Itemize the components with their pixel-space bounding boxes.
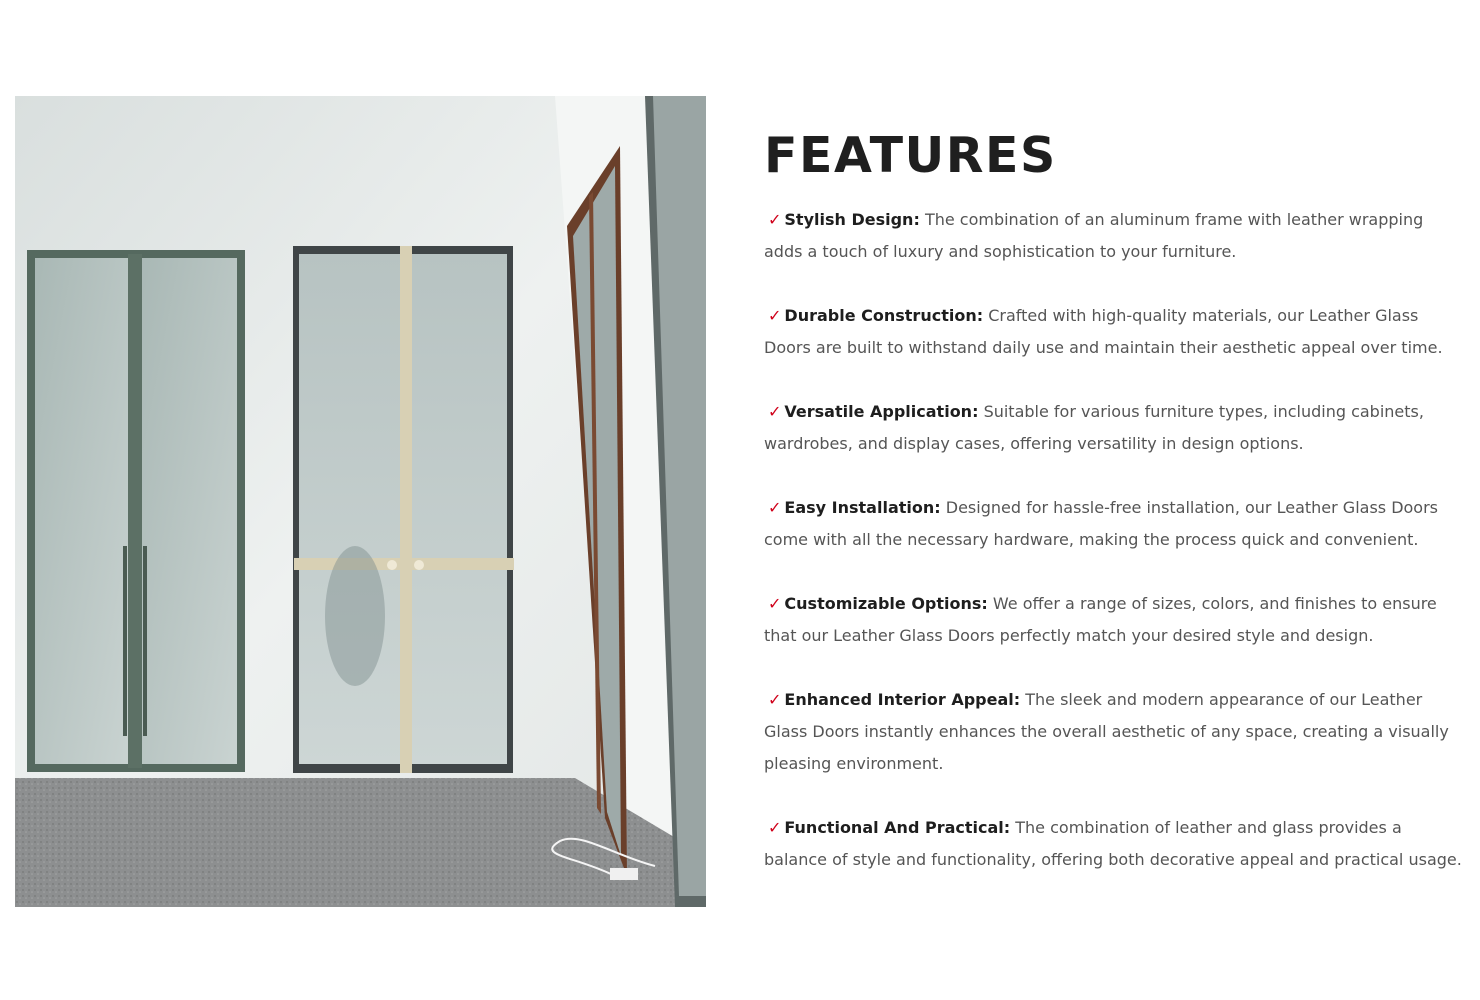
features-section: [764, 124, 1464, 908]
feature-item-customizable-options: [764, 588, 1464, 652]
checkmark-icon: ✓: [768, 818, 782, 837]
feature-text: The combination of leather and glass provides a balance of style and functionality, offering both decorative appeal and practical usage.: [764, 818, 1462, 869]
checkmark-icon: ✓: [768, 402, 782, 421]
feature-text: Crafted with high-quality materials, our Leather Glass Doors are built to withstand daily use and maintain their aesthetic appeal over time.: [764, 306, 1443, 357]
glass-doors-image: [15, 96, 706, 907]
features-list: [764, 204, 1464, 876]
feature-item-stylish-design: [764, 204, 1464, 268]
feature-text: Suitable for various furniture types, including cabinets, wardrobes, and display cases, offering versatility in design options.: [764, 402, 1424, 453]
checkmark-icon: ✓: [768, 594, 782, 613]
features-heading: FEATURES: [764, 127, 1057, 184]
feature-item-versatile-application: [764, 396, 1464, 460]
feature-text: The combination of an aluminum frame with leather wrapping adds a touch of luxury and sophistication to your furniture.: [764, 210, 1424, 261]
feature-title: Customizable Options:: [784, 594, 988, 613]
feature-title: Durable Construction:: [784, 306, 984, 325]
checkmark-icon: ✓: [768, 306, 782, 325]
feature-title: Enhanced Interior Appeal:: [784, 690, 1021, 709]
checkmark-icon: ✓: [768, 210, 782, 229]
checkmark-icon: ✓: [768, 498, 782, 517]
feature-title: Stylish Design:: [784, 210, 920, 229]
feature-text: Designed for hassle-free installation, our Leather Glass Doors come with all the necessary hardware, making the process quick and convenient.: [764, 498, 1439, 549]
feature-title: Versatile Application:: [784, 402, 979, 421]
product-photo: [15, 96, 706, 907]
feature-item-enhanced-interior-appeal: [764, 684, 1464, 780]
feature-item-functional-and-practical: [764, 812, 1464, 876]
feature-item-easy-installation: [764, 492, 1464, 556]
feature-text: The sleek and modern appearance of our Leather Glass Doors instantly enhances the overall aesthetic of any space, creating a visually pleasing environment.: [764, 690, 1449, 773]
checkmark-icon: ✓: [768, 690, 782, 709]
feature-title: Functional And Practical:: [784, 818, 1011, 837]
feature-title: Easy Installation:: [784, 498, 941, 517]
feature-text: We offer a range of sizes, colors, and finishes to ensure that our Leather Glass Doors perfectly match your desired style and design.: [764, 594, 1437, 645]
feature-item-durable-construction: [764, 300, 1464, 364]
